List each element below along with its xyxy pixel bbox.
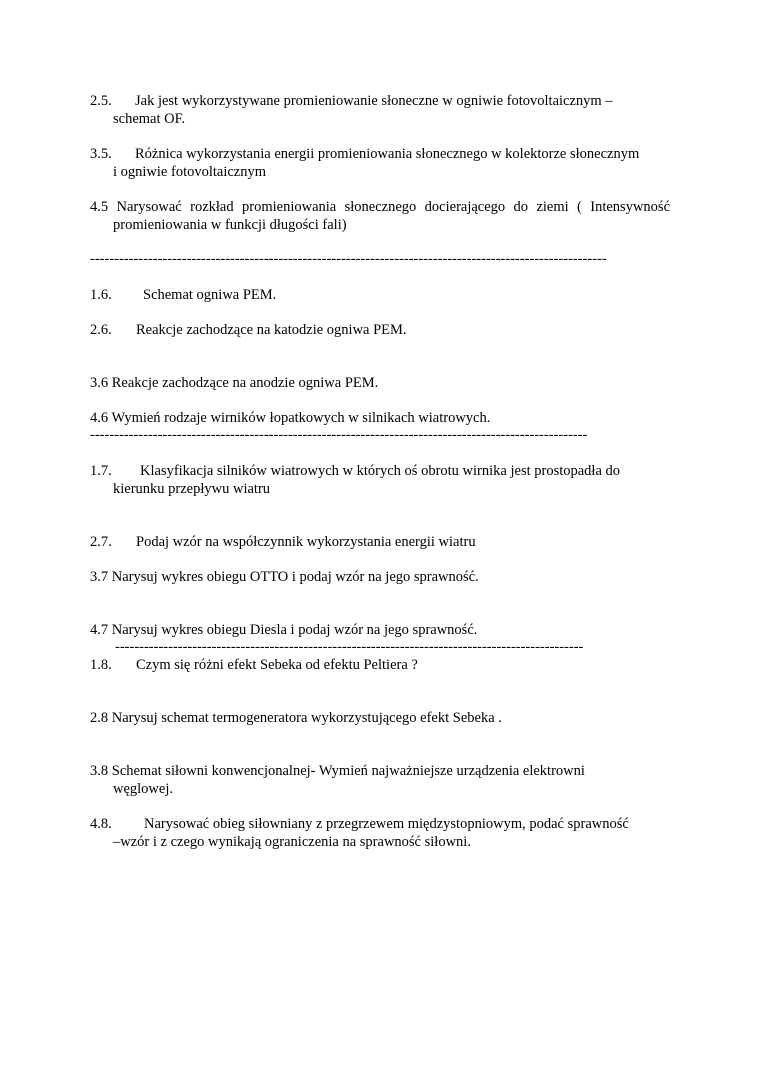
question-text: Narysować rozkład promieniowania słonecznego docierającego do ziemi ( Intensywność [116, 199, 670, 215]
question-number: 4.7 [90, 622, 109, 638]
question-text: Narysuj wykres obiegu Diesla i podaj wzór na jego sprawność. [111, 622, 478, 638]
question-1-6 [90, 286, 670, 304]
question-3-6 [90, 374, 670, 392]
question-number: 3.5. [90, 146, 112, 162]
question-1-8 [90, 656, 670, 674]
question-3-7 [90, 568, 670, 586]
question-number: 3.8 [90, 763, 109, 779]
question-number: 4.8. [90, 816, 112, 832]
question-number: 2.7. [90, 534, 112, 550]
question-number: 1.6. [90, 287, 112, 303]
question-1-7 [90, 462, 670, 498]
question-4-6 [90, 409, 670, 427]
question-text: Czym się różni efekt Sebeka od efektu Peltiera ? [136, 657, 418, 673]
question-4-5 [90, 198, 670, 234]
question-text: Narysować obieg siłowniany z przegrzewem międzystopniowym, podać sprawność [144, 816, 629, 832]
question-3-8 [90, 762, 670, 798]
question-text: Jak jest wykorzystywane promieniowanie słoneczne w ogniwie fotovoltaicznym – [135, 93, 613, 109]
question-2-5 [90, 92, 670, 128]
question-number: 1.7. [90, 463, 112, 479]
question-number: 4.6 [90, 410, 109, 426]
question-text: Podaj wzór na współczynnik wykorzystania energii wiatru [136, 534, 476, 550]
question-2-7 [90, 533, 670, 551]
question-text-continued: węglowej. [113, 781, 173, 797]
question-number: 2.8 [90, 710, 109, 726]
question-2-6 [90, 321, 670, 339]
question-number: 1.8. [90, 657, 112, 673]
question-text-continued: i ogniwie fotovoltaicznym [113, 164, 267, 180]
question-3-5 [90, 145, 670, 181]
question-text-continued: promieniowania w funkcji długości fali) [113, 217, 347, 233]
section-separator: ------------------------------------------------------------------------------------------------- [115, 640, 584, 654]
question-text: Wymień rodzaje wirników łopatkowych w silnikach wiatrowych. [111, 410, 491, 426]
question-text: Reakcje zachodzące na anodzie ogniwa PEM. [111, 375, 379, 391]
question-text: Narysuj wykres obiegu OTTO i podaj wzór na jego sprawność. [111, 569, 479, 585]
question-text: Różnica wykorzystania energii promieniowania słonecznego w kolektorze słonecznym [135, 146, 640, 162]
question-text: Schemat ogniwa PEM. [143, 287, 277, 303]
section-separator: ----------------------------------------------------------------------------------------------------------- [90, 252, 607, 266]
question-text-continued: –wzór i z czego wynikają ograniczenia na sprawność siłowni. [113, 834, 471, 850]
question-4-8 [90, 815, 670, 851]
section-separator: ------------------------------------------------------------------------------------------------------- [90, 428, 588, 442]
question-text: Narysuj schemat termogeneratora wykorzystującego efekt Sebeka . [111, 710, 502, 726]
question-text: Reakcje zachodzące na katodzie ogniwa PEM. [136, 322, 407, 338]
question-number: 2.6. [90, 322, 112, 338]
question-text-continued: kierunku przepływu wiatru [113, 481, 271, 497]
question-2-8 [90, 709, 670, 727]
question-4-7 [90, 621, 670, 639]
question-number: 4.5 [90, 199, 109, 215]
question-text-continued: schemat OF. [113, 111, 186, 127]
question-text: Schemat siłowni konwencjonalnej- Wymień najważniejsze urządzenia elektrowni [111, 763, 585, 779]
question-number: 3.6 [90, 375, 109, 391]
question-number: 2.5. [90, 93, 112, 109]
question-text: Klasyfikacja silników wiatrowych w których oś obrotu wirnika jest prostopadła do [140, 463, 621, 479]
question-number: 3.7 [90, 569, 109, 585]
